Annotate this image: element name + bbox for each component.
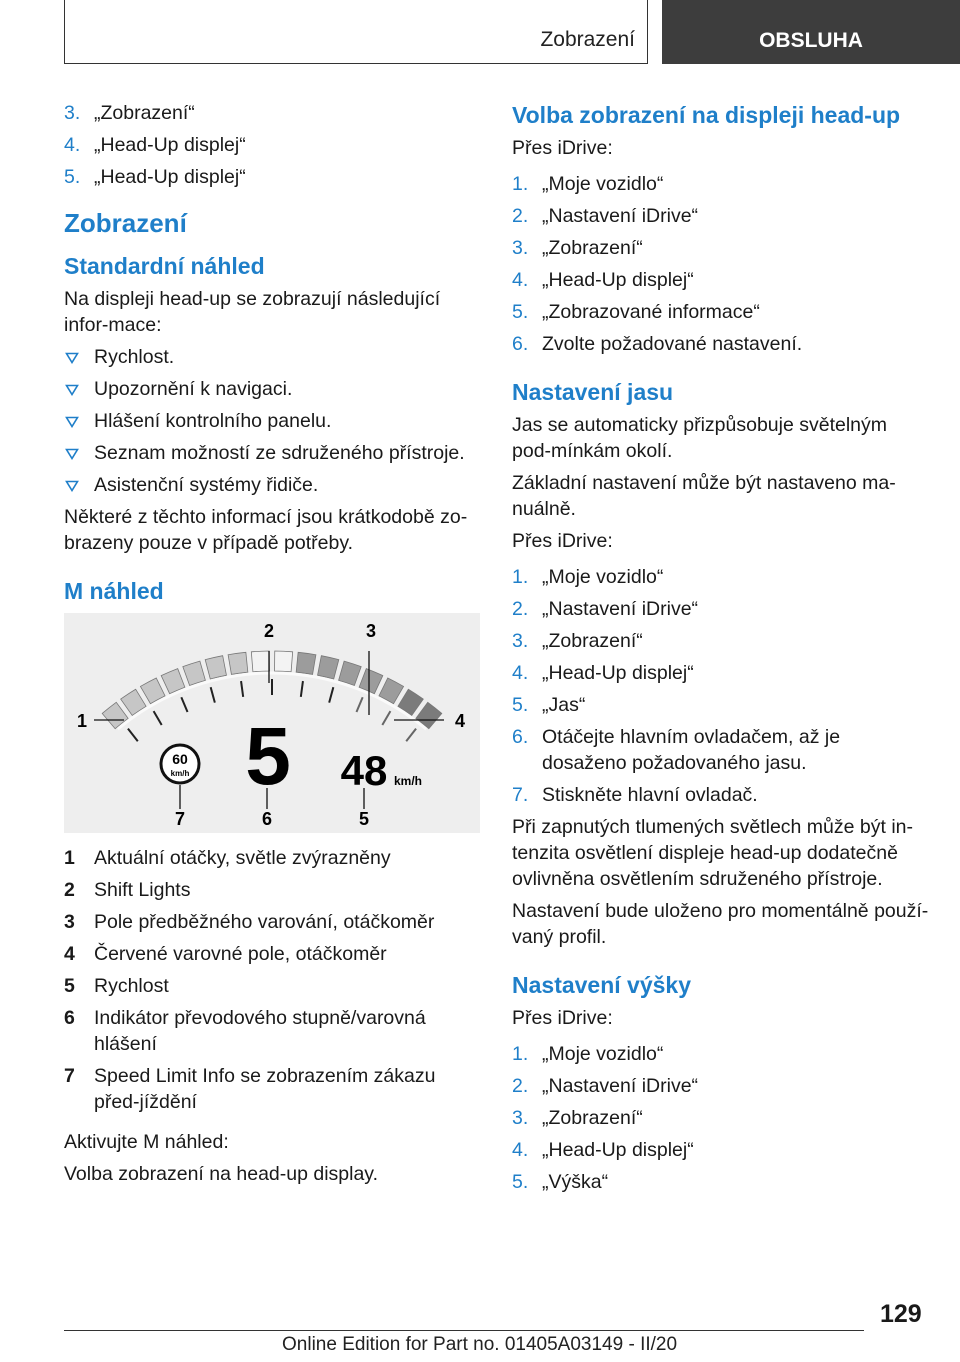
step-item	[512, 203, 930, 229]
step-number: 5.	[512, 301, 529, 323]
step-item	[512, 1137, 930, 1163]
speed-limit-unit: km/h	[170, 769, 190, 778]
legend-text: Indikátor převodového stupně/varovná hlášení	[94, 1007, 426, 1055]
step-number: 3.	[64, 102, 81, 124]
step-number: 4.	[64, 134, 81, 156]
header-chapter-tab: OBSLUHA	[662, 0, 960, 64]
bullet-text: Hlášení kontrolního panelu.	[94, 410, 332, 432]
legend-text: Pole předběžného varování, otáčkoměr	[94, 911, 435, 933]
legend-text: Rychlost	[94, 975, 169, 997]
figure-legend-list	[64, 845, 482, 1115]
step-item	[512, 1169, 930, 1195]
bullet-triangle-icon	[65, 384, 79, 396]
step-number: 2.	[512, 1075, 529, 1097]
legend-text: Aktuální otáčky, světle zvýrazněny	[94, 847, 391, 869]
legend-text: Červené varovné pole, otáčkoměr	[94, 943, 387, 965]
bullet-triangle-icon	[65, 352, 79, 364]
speed-limit-value: 60	[172, 751, 188, 767]
legend-text: Speed Limit Info se zobrazením zákazu před-jíždění	[94, 1065, 436, 1113]
step-item	[512, 628, 930, 654]
step-text: Stiskněte hlavní ovladač.	[542, 784, 758, 806]
step-number: 3.	[512, 1107, 529, 1129]
legend-key: 2	[64, 879, 75, 901]
bullet-text: Seznam možností ze sdruženého přístroje.	[94, 442, 465, 464]
m-view-figure	[64, 613, 480, 833]
step-number: 1.	[512, 173, 529, 195]
step-text: „Head-Up displej“	[542, 662, 694, 684]
step-item	[512, 299, 930, 325]
legend-item	[64, 877, 482, 903]
para-brightness-1: Jas se automaticky přizpůsobuje světelným pod-mínkám okolí.	[512, 414, 888, 462]
para-idrive-2: Přes iDrive:	[512, 530, 613, 552]
rev-segment	[251, 651, 269, 672]
legend-item	[64, 1063, 482, 1115]
step-number: 3.	[512, 237, 529, 259]
legend-key: 1	[64, 847, 75, 869]
step-text: „Zobrazení“	[94, 102, 195, 124]
step-text: „Head-Up displej“	[542, 269, 694, 291]
header-box	[64, 0, 648, 64]
step-text: „Zobrazení“	[542, 237, 643, 259]
speed-unit: km/h	[393, 774, 423, 788]
step-number: 1.	[512, 1043, 529, 1065]
bullet-item	[64, 440, 482, 466]
legend-key: 3	[64, 911, 75, 933]
step-item	[512, 331, 930, 357]
bullet-text: Asistenční systémy řidiče.	[94, 474, 319, 496]
bullet-triangle-icon	[65, 480, 79, 492]
step-text: „Moje vozidlo“	[542, 173, 664, 195]
legend-item	[64, 909, 482, 935]
callout-4: 4	[454, 711, 466, 731]
step-item	[512, 171, 930, 197]
bullet-triangle-icon	[65, 448, 79, 460]
footer-edition: Online Edition for Part no. 01405A03149 - II/20	[282, 1334, 678, 1355]
heading-height: Nastavení výšky	[512, 972, 692, 998]
left-column	[64, 100, 482, 1193]
header-section-title: Zobrazení	[540, 28, 635, 51]
bullet-item	[64, 408, 482, 434]
rev-segment	[296, 652, 316, 674]
heading-zobrazeni: Zobrazení	[64, 208, 187, 238]
step-item	[64, 132, 482, 158]
bullet-item	[64, 376, 482, 402]
callout-5: 5	[358, 809, 370, 829]
step-text: „Nastavení iDrive“	[542, 1075, 699, 1097]
para-some-info: Některé z těchto informací jsou krátkodobě zo-brazeny pouze v případě potřeby.	[64, 506, 468, 554]
step-text: „Zobrazované informace“	[542, 301, 760, 323]
legend-key: 6	[64, 1007, 75, 1029]
step-text: Otáčejte hlavním ovladačem, až je dosaženo požadovaného jasu.	[542, 726, 841, 774]
step-item	[512, 724, 930, 776]
step-text: „Head-Up displej“	[542, 1139, 694, 1161]
legend-item	[64, 941, 482, 967]
right-column	[512, 88, 930, 1201]
step-text: „Head-Up displej“	[94, 166, 246, 188]
step-text: „Moje vozidlo“	[542, 1043, 664, 1065]
callout-1: 1	[76, 711, 88, 731]
step-item	[512, 1105, 930, 1131]
para-brightness-3: Při zapnutých tlumených světlech může být in-tenzita osvětlení displeje head-up dodatečně ovlivněna osvětlením sdruženého přístroje.	[512, 816, 914, 890]
rev-segment	[228, 652, 248, 674]
steps-list-height	[512, 1041, 930, 1195]
info-bullet-list	[64, 344, 482, 498]
bullet-triangle-icon	[65, 416, 79, 428]
step-item	[512, 692, 930, 718]
footer-rule	[64, 1330, 864, 1331]
legend-key: 4	[64, 943, 75, 965]
gear-indicator: 5	[245, 711, 291, 802]
step-number: 5.	[64, 166, 81, 188]
step-text: „Moje vozidlo“	[542, 566, 664, 588]
step-text: Zvolte požadované nastavení.	[542, 333, 803, 355]
step-number: 4.	[512, 1139, 529, 1161]
step-text: „Výška“	[542, 1171, 609, 1193]
step-text: „Head-Up displej“	[94, 134, 246, 156]
para-select-display: Volba zobrazení na head-up display.	[64, 1163, 379, 1185]
step-number: 6.	[512, 726, 529, 748]
step-text: „Jas“	[542, 694, 586, 716]
legend-key: 5	[64, 975, 75, 997]
step-item	[512, 660, 930, 686]
step-text: „Zobrazení“	[542, 630, 643, 652]
step-number: 1.	[512, 566, 529, 588]
steps-list-display	[512, 171, 930, 357]
step-number: 5.	[512, 694, 529, 716]
heading-brightness: Nastavení jasu	[512, 379, 674, 405]
bullet-text: Upozornění k navigaci.	[94, 378, 293, 400]
callout-2: 2	[263, 621, 275, 641]
heading-m-view: M náhled	[64, 578, 164, 604]
callout-7: 7	[174, 809, 186, 829]
step-number: 2.	[512, 598, 529, 620]
page-number: 129	[880, 1300, 922, 1328]
step-item	[512, 235, 930, 261]
step-item	[512, 782, 930, 808]
para-idrive-1: Přes iDrive:	[512, 137, 613, 159]
steps-list-top	[64, 100, 482, 190]
step-number: 4.	[512, 269, 529, 291]
para-brightness-2: Základní nastavení může být nastaveno ma-nuálně.	[512, 472, 896, 520]
step-item	[64, 100, 482, 126]
step-item	[64, 164, 482, 190]
step-text: „Nastavení iDrive“	[542, 598, 699, 620]
step-number: 6.	[512, 333, 529, 355]
step-item	[512, 267, 930, 293]
para-brightness-4: Nastavení bude uloženo pro momentálně použí-vaný profil.	[512, 900, 929, 948]
bullet-item	[64, 472, 482, 498]
callout-6: 6	[261, 809, 273, 829]
legend-item	[64, 1005, 482, 1057]
step-number: 3.	[512, 630, 529, 652]
step-text: „Nastavení iDrive“	[542, 205, 699, 227]
bullet-text: Rychlost.	[94, 346, 175, 368]
step-number: 4.	[512, 662, 529, 684]
bullet-item	[64, 344, 482, 370]
legend-key: 7	[64, 1065, 75, 1087]
step-number: 5.	[512, 1171, 529, 1193]
step-item	[512, 596, 930, 622]
para-idrive-3: Přes iDrive:	[512, 1007, 613, 1029]
steps-list-brightness	[512, 564, 930, 808]
step-text: „Zobrazení“	[542, 1107, 643, 1129]
step-number: 7.	[512, 784, 529, 806]
para-activate: Aktivujte M náhled:	[64, 1131, 229, 1153]
legend-item	[64, 845, 482, 871]
step-item	[512, 1041, 930, 1067]
speed-value: 48	[340, 747, 388, 794]
callout-3: 3	[365, 621, 377, 641]
legend-item	[64, 973, 482, 999]
step-item	[512, 1073, 930, 1099]
legend-text: Shift Lights	[94, 879, 191, 901]
step-number: 2.	[512, 205, 529, 227]
step-item	[512, 564, 930, 590]
heading-display-selection: Volba zobrazení na displeji head-up	[512, 102, 901, 128]
para-standard: Na displeji head-up se zobrazují následující infor-mace:	[64, 288, 441, 336]
heading-standard-view: Standardní náhled	[64, 253, 265, 279]
rev-segment	[275, 651, 293, 672]
